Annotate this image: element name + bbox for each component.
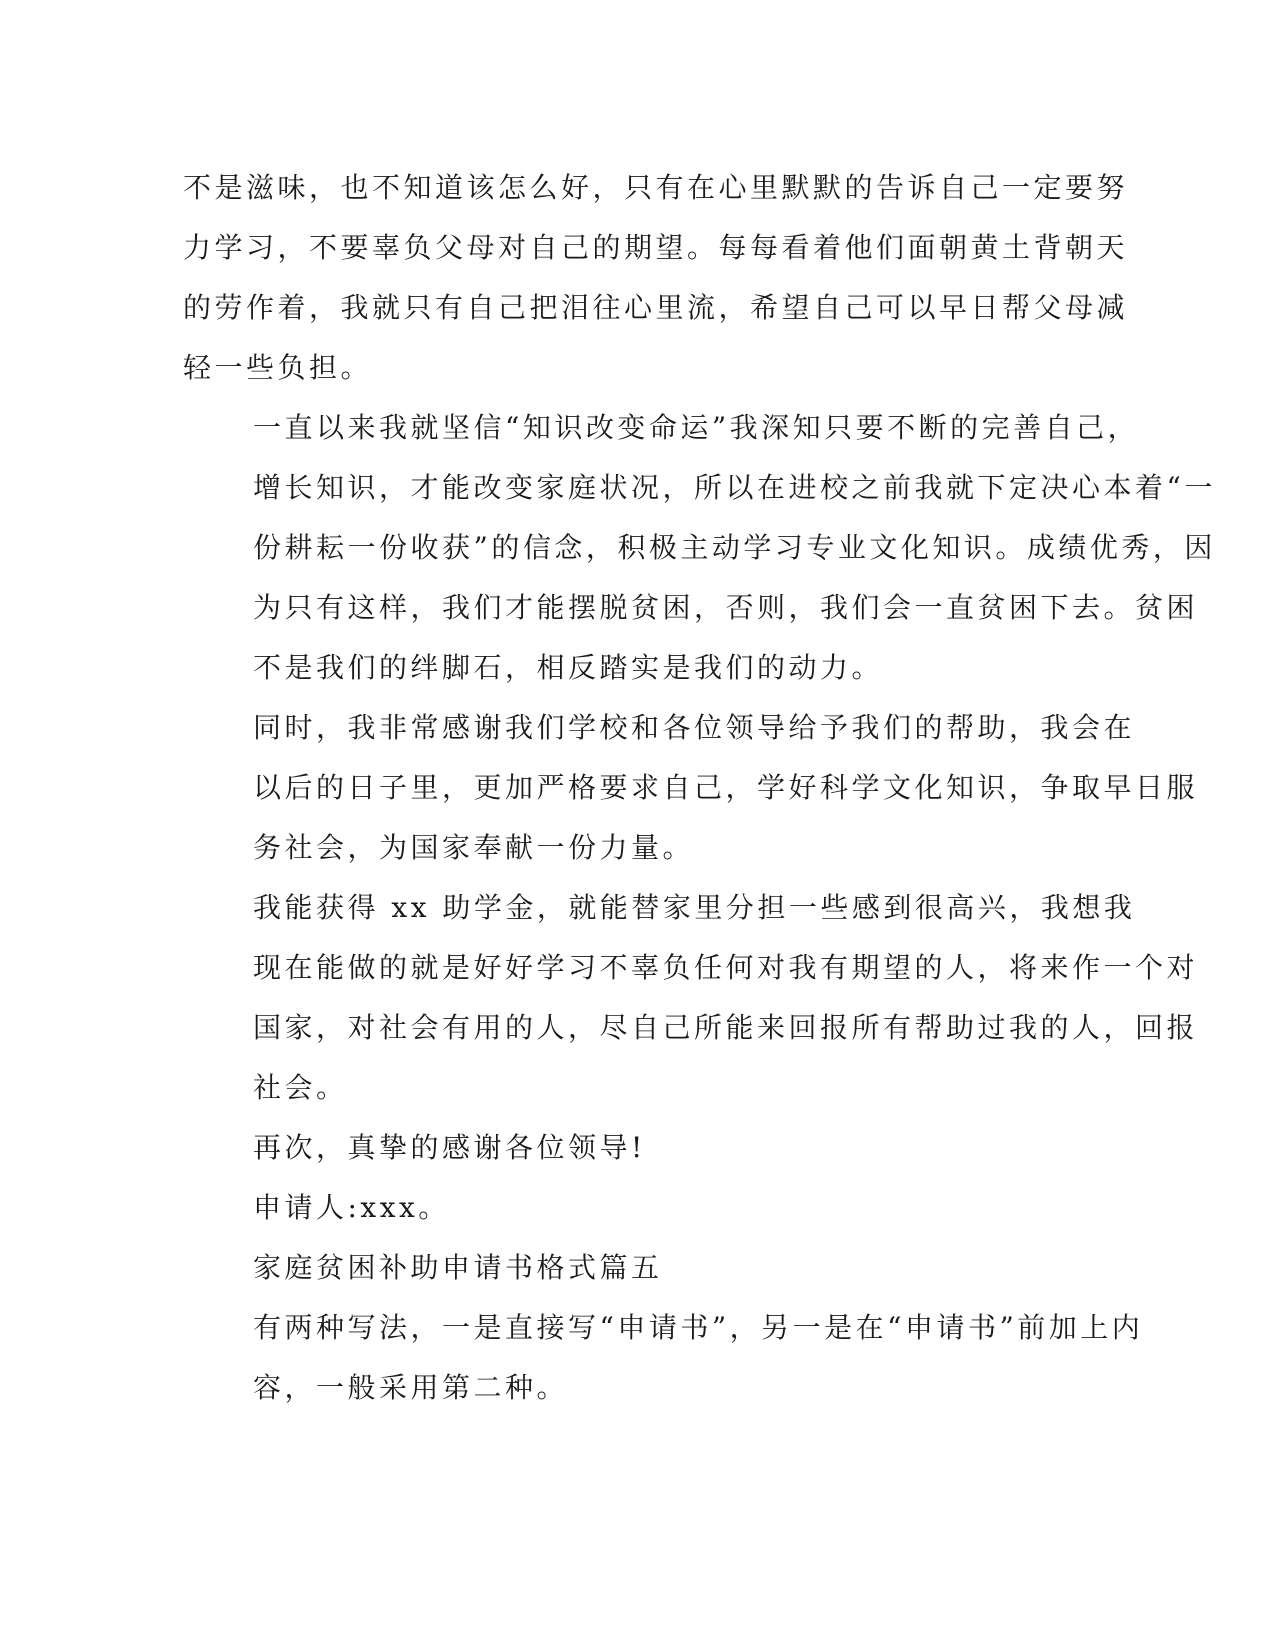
paragraph-continuation	[183, 158, 1129, 398]
paragraph-format-note	[183, 1298, 1144, 1418]
text-line: 现在能做的就是好好学习不辜负任何对我有期望的人，将来作一个对	[253, 951, 1199, 984]
text-line: 同时，我非常感谢我们学校和各位领导给予我们的帮助，我会在	[253, 711, 1136, 744]
paragraph-applicant	[183, 1178, 1063, 1238]
text-line: 我能获得 xx 助学金，就能替家里分担一些感到很高兴，我想我	[253, 891, 1136, 924]
text-line: 不是我们的绊脚石，相反踏实是我们的动力。	[253, 651, 884, 684]
text-line: 容，一般采用第二种。	[253, 1371, 569, 1404]
text-line: 国家，对社会有用的人，尽自己所能来回报所有帮助过我的人，回报	[253, 1011, 1199, 1044]
text-line: 务社会，为国家奉献一份力量。	[253, 831, 695, 864]
paragraph-grant	[183, 878, 1199, 1118]
paragraph-knowledge	[183, 398, 1216, 698]
text-line: 有两种写法，一是直接写“申请书”，另一是在“申请书”前加上内	[253, 1311, 1144, 1344]
paragraph-thanks-school	[183, 698, 1199, 878]
text-line: 家庭贫困补助申请书格式篇五	[253, 1251, 663, 1284]
text-line: 份耕耘一份收获”的信念，积极主动学习专业文化知识。成绩优秀，因	[253, 531, 1216, 564]
text-line: 不是滋味，也不知道该怎么好，只有在心里默默的告诉自己一定要努	[183, 171, 1129, 204]
text-line: 力学习，不要辜负父母对自己的期望。每每看着他们面朝黄土背朝天	[183, 231, 1129, 264]
text-line: 轻一些负担。	[183, 351, 373, 384]
paragraph-section-title	[183, 1238, 1063, 1298]
text-line: 以后的日子里，更加严格要求自己，学好科学文化知识，争取早日服	[253, 771, 1199, 804]
text-line: 增长知识，才能改变家庭状况，所以在进校之前我就下定决心本着“一	[253, 471, 1216, 504]
text-line: 申请人:xxx。	[253, 1191, 450, 1224]
text-line: 一直以来我就坚信“知识改变命运”我深知只要不断的完善自己，	[253, 411, 1140, 444]
text-line: 再次，真挚的感谢各位领导!	[253, 1131, 646, 1164]
text-line: 的劳作着，我就只有自己把泪往心里流，希望自己可以早日帮父母减	[183, 291, 1129, 324]
text-line: 为只有这样，我们才能摆脱贫困，否则，我们会一直贫困下去。贫困	[253, 591, 1199, 624]
document-body	[183, 158, 1216, 1418]
text-line: 社会。	[253, 1071, 348, 1104]
paragraph-thanks-again	[183, 1118, 1063, 1178]
